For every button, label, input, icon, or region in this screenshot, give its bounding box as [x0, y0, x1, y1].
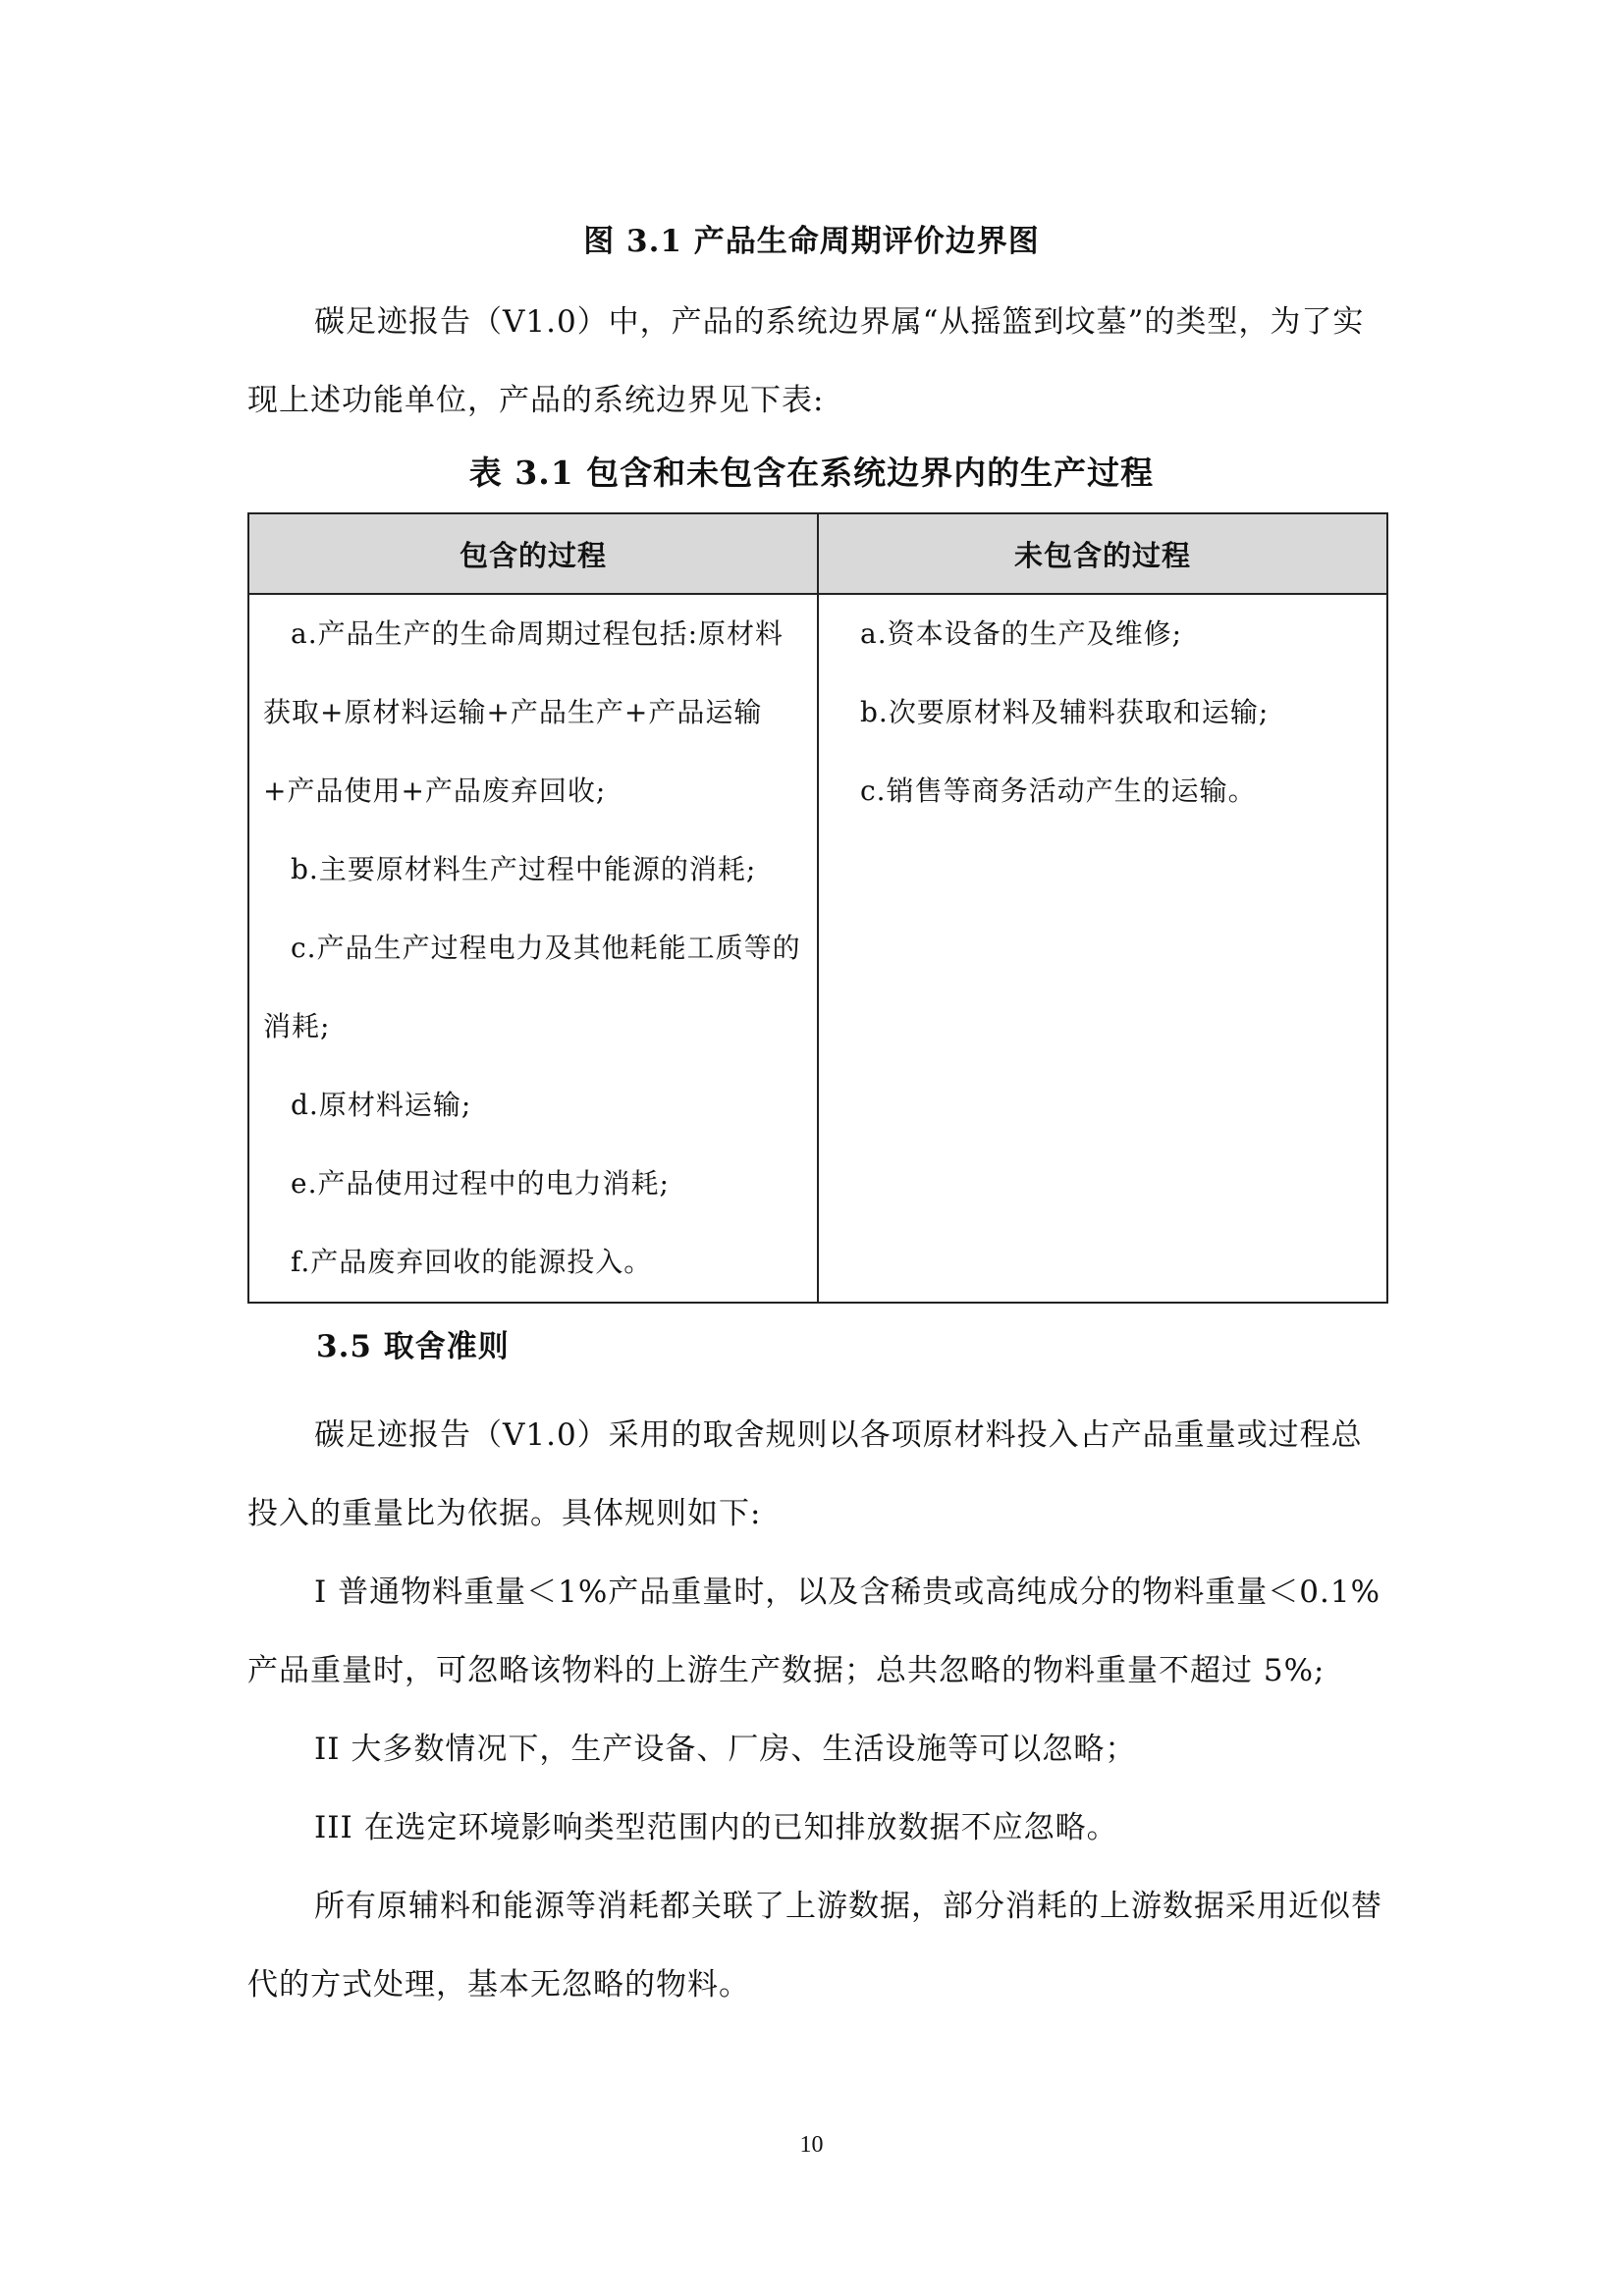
included-item-c: c.产品生产过程电力及其他耗能工质等的消耗; [263, 932, 801, 1042]
included-item-d: d.原材料运输; [291, 1089, 472, 1121]
excluded-item-a: a.资本设备的生产及维修; [860, 617, 1183, 650]
rule-2-paragraph: II 大多数情况下，生产设备、厂房、生活设施等可以忽略； [314, 1732, 1137, 1767]
table-caption: 表 3.1 包含和未包含在系统边界内的生产过程 [468, 454, 1155, 492]
cutoff-intro-paragraph: 碳足迹报告（V1.0）采用的取舍规则以各项原材料投入占产品重量或过程总投入的重量比为依据。具体规则如下: [247, 1417, 1363, 1531]
table-header-row [248, 513, 1387, 594]
rule-3-paragraph: III 在选定环境影响类型范围内的已知排放数据不应忽略。 [314, 1810, 1118, 1845]
excluded-item-c: c.销售等商务活动产生的运输。 [860, 774, 1257, 807]
included-item-e: e.产品使用过程中的电力消耗; [291, 1167, 670, 1200]
included-item-a: a.产品生产的生命周期过程包括:原材料获取+原材料运输+产品生产+产品运输+产品使用+产品废弃回收; [263, 617, 784, 807]
process-boundary-table [247, 512, 1388, 1304]
included-item-f: f.产品废弃回收的能源投入。 [291, 1246, 653, 1278]
table-row [248, 594, 1387, 1303]
included-item-b: b.主要原材料生产过程中能源的消耗; [291, 853, 757, 885]
included-processes-cell [248, 594, 818, 1303]
page-number: 10 [799, 2132, 824, 2158]
header-excluded: 未包含的过程 [818, 513, 1387, 594]
rule-1-paragraph: I 普通物料重量＜1%产品重量时，以及含稀贵或高纯成分的物料重量＜0.1%产品重量时，可忽略该物料的上游生产数据；总共忽略的物料重量不超过 5%; [247, 1575, 1381, 1688]
excluded-processes-cell [818, 594, 1387, 1303]
header-included: 包含的过程 [248, 513, 818, 594]
summary-paragraph: 所有原辅料和能源等消耗都关联了上游数据，部分消耗的上游数据采用近似替代的方式处理，基本无忽略的物料。 [247, 1889, 1382, 2002]
section-heading: 3.5 取舍准则 [316, 1329, 510, 1364]
figure-caption: 图 3.1 产品生命周期评价边界图 [583, 224, 1040, 259]
boundary-paragraph: 碳足迹报告（V1.0）中，产品的系统边界属“从摇篮到坟墓”的类型，为了实现上述功能单位，产品的系统边界见下表: [247, 304, 1365, 418]
excluded-item-b: b.次要原材料及辅料获取和运输; [860, 696, 1270, 728]
